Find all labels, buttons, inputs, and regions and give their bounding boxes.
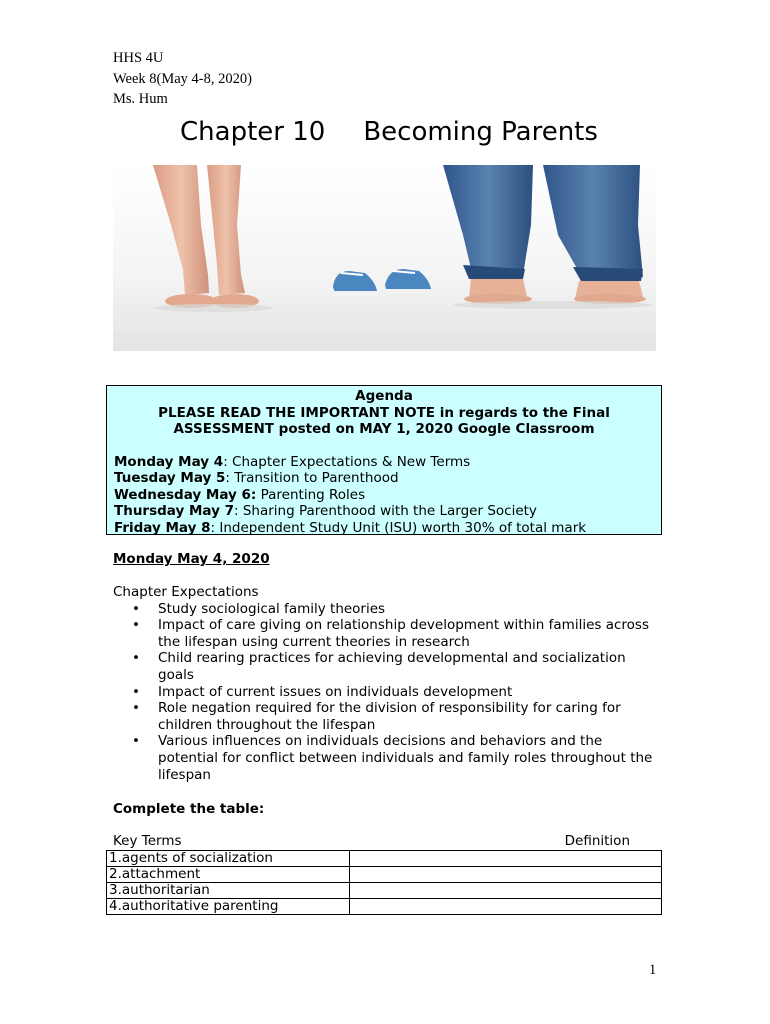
list-item: • Role negation required for the division of responsibility for caring for children throughout the lifespan	[132, 700, 621, 733]
table-row	[107, 899, 662, 915]
document-header	[113, 48, 252, 110]
agenda-day-tuesday: Tuesday May 5: Transition to Parenthood	[114, 470, 399, 486]
list-item: • Impact of current issues on individuals development	[132, 683, 513, 700]
agenda-heading: Agenda	[355, 388, 413, 404]
agenda-day-thursday: Thursday May 7: Sharing Parenthood with the Larger Society	[114, 503, 537, 519]
definition-cell[interactable]	[350, 851, 662, 867]
complete-table-instruction: Complete the table:	[113, 801, 265, 817]
expectations-list	[113, 601, 658, 784]
chapter-name: Becoming Parents	[363, 117, 598, 147]
term-cell: 2.attachment	[107, 867, 350, 883]
expectations-heading: Chapter Expectations	[113, 584, 259, 600]
terms-table-header	[113, 833, 630, 849]
agenda-note-line2: ASSESSMENT posted on MAY 1, 2020 Google Classroom	[173, 421, 595, 437]
key-terms-label: Key Terms	[113, 833, 182, 849]
table-row	[107, 883, 662, 899]
term-cell: 3.authoritarian	[107, 883, 350, 899]
agenda-day-wednesday: Wednesday May 6: Parenting Roles	[114, 486, 366, 503]
agenda-note-line1: PLEASE READ THE IMPORTANT NOTE in regards to the Final	[158, 404, 610, 421]
list-item: • Various influences on individuals decisions and behaviors and the potential for conflict between individuals and family roles throughout the lifespan	[132, 733, 653, 783]
table-row	[107, 851, 662, 867]
agenda-day-monday: Monday May 4: Chapter Expectations & New Terms	[114, 453, 471, 470]
table-row	[107, 867, 662, 883]
course-code: HHS 4U	[113, 50, 164, 66]
chapter-expectations	[113, 584, 658, 783]
term-cell: 4.authoritative parenting	[107, 899, 350, 915]
week-label: Week 8(May 4-8, 2020)	[113, 70, 252, 87]
page-number: 1	[649, 962, 657, 978]
definition-label: Definition	[564, 833, 630, 849]
parents-feet-photo	[113, 165, 656, 351]
list-item: • Study sociological family theories	[132, 600, 386, 617]
list-item: • Child rearing practices for achieving developmental and socialization goals	[132, 650, 626, 683]
page-title	[180, 117, 598, 147]
agenda-box	[106, 385, 662, 535]
agenda-day-friday: Friday May 8: Independent Study Unit (ISU) worth 30% of total mark	[114, 519, 587, 536]
list-item: • Impact of care giving on relationship development within families across the lifespan using current theories in research	[132, 617, 649, 650]
teacher-name: Ms. Hum	[113, 91, 168, 107]
chapter-number: Chapter 10	[180, 117, 326, 147]
definition-cell[interactable]	[350, 883, 662, 899]
monday-heading: Monday May 4, 2020	[113, 551, 270, 567]
definition-cell[interactable]	[350, 867, 662, 883]
term-cell: 1.agents of socialization	[107, 851, 350, 867]
key-terms-table	[106, 850, 662, 915]
definition-cell[interactable]	[350, 899, 662, 915]
